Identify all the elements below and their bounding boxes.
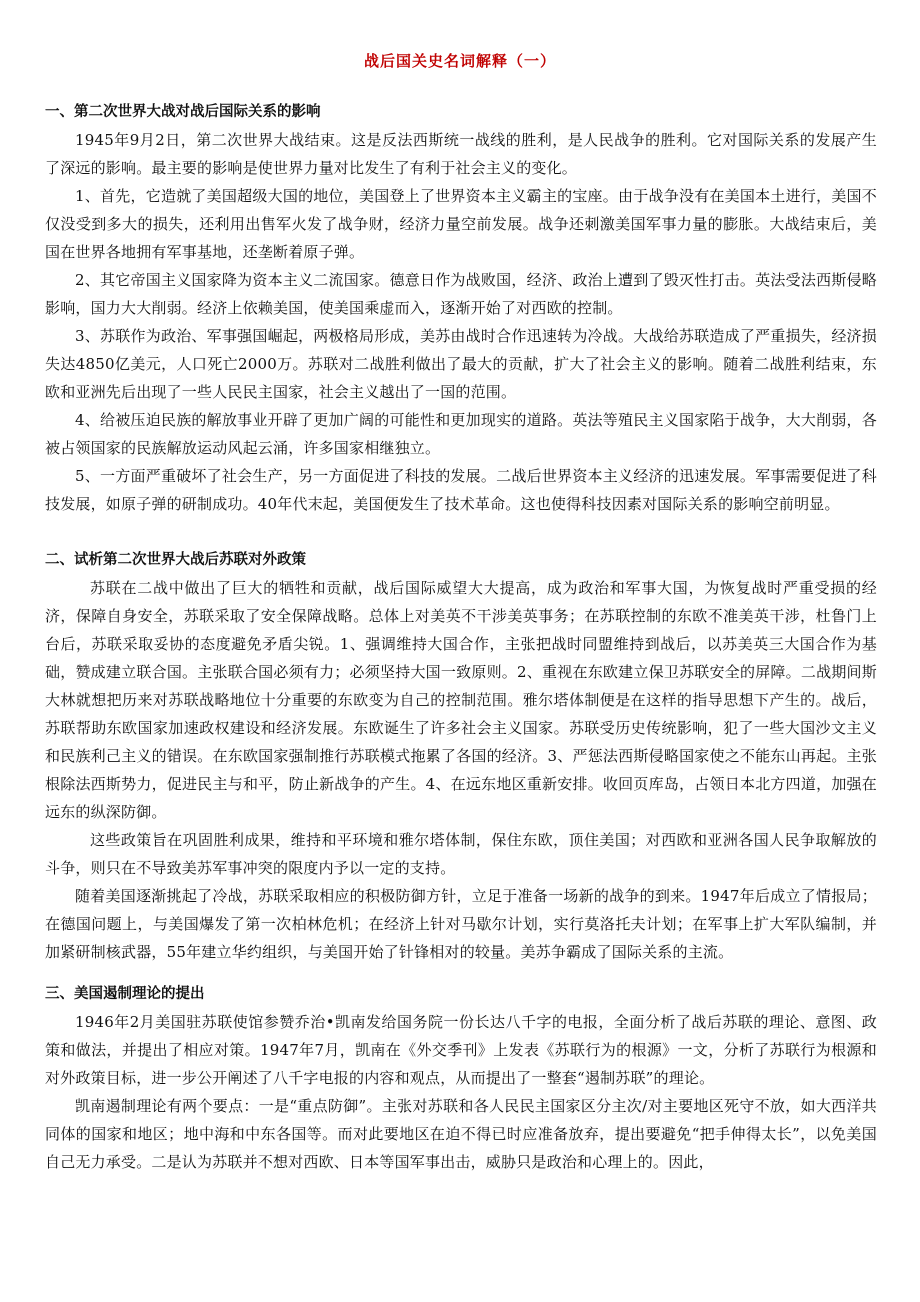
paragraph: 凯南遏制理论有两个要点：一是“重点防御”。主张对苏联和各人民民主国家区分主次/对主要地区死守不放，如大西洋共同体的国家和地区；地中海和中东各国等。而对此要地区在迫不得已时应准备放弃，提出要避免“把手伸得太长”，以免美国自己无力承受。二是认为苏联并不想对西欧、日本等国军事出击，威胁只是政治和心理上的。因此，	[45, 1097, 877, 1171]
section-3	[45, 980, 877, 1176]
document-body	[45, 98, 877, 1176]
section-heading: 一、第二次世界大战对战后国际关系的影响	[45, 104, 321, 120]
paragraph: 4、给被压迫民族的解放事业开辟了更加广阔的可能性和更加现实的道路。英法等殖民主义国家陷于战争，大大削弱，各被占领国家的民族解放运动风起云涌，许多国家相继独立。	[45, 411, 877, 457]
paragraph: 1946年2月美国驻苏联使馆参赞乔治•凯南发给国务院一份长达八千字的电报，全面分析了战后苏联的理论、意图、政策和做法，并提出了相应对策。1947年7月，凯南在《外交季刊》上发表《苏联行为的根源》一文，分析了苏联行为根源和对外政策目标，进一步公开阐述了八千字电报的内容和观点，从而提出了一整套“遏制苏联”的理论。	[45, 1013, 877, 1087]
section-heading: 二、试析第二次世界大战后苏联对外政策	[45, 552, 306, 568]
paragraph: 苏联在二战中做出了巨大的牺牲和贡献，战后国际威望大大提高，成为政治和军事大国，为恢复战时严重受损的经济，保障自身安全，苏联采取了安全保障战略。总体上对美英不干涉美英事务；在苏联控制的东欧不准美英干涉，杜鲁门上台后，苏联采取妥协的态度避免矛盾尖锐。1、强调维持大国合作，主张把战时同盟维持到战后，以苏美英三大国合作为基础，赞成建立联合国。主张联合国必须有力；必须坚持大国一致原则。2、重视在东欧建立保卫苏联安全的屏障。二战期间斯大林就想把历来对苏联战略地位十分重要的东欧变为自己的控制范围。雅尔塔体制便是在这样的指导思想下产生的。战后，苏联帮助东欧国家加速政权建设和经济发展。东欧诞生了许多社会主义国家。苏联受历史传统影响，犯了一些大国沙文主义和民族利己主义的错误。在东欧国家强制推行苏联模式拖累了各国的经济。3、严惩法西斯侵略国家使之不能东山再起。主张根除法西斯势力，促进民主与和平，防止新战争的产生。4、在远东地区重新安排。收回页库岛，占领日本北方四道，加强在远东的纵深防御。	[45, 579, 877, 821]
section-1	[45, 98, 877, 518]
document-title: 战后国关史名词解释（一）	[363, 52, 556, 70]
paragraph: 随着美国逐渐挑起了冷战，苏联采取相应的积极防御方针，立足于准备一场新的战争的到来。1947年后成立了情报局；在德国问题上，与美国爆发了第一次柏林危机；在经济上针对马歇尔计划，实行莫洛托夫计划；在军事上扩大军队编制，并加紧研制核武器，55年建立华约组织，与美国开始了针锋相对的较量。美苏争霸成了国际关系的主流。	[45, 887, 877, 961]
paragraph: 2、其它帝国主义国家降为资本主义二流国家。德意日作为战败国，经济、政治上遭到了毁灭性打击。英法受法西斯侵略影响，国力大大削弱。经济上依赖美国，使美国乘虚而入，逐渐开始了对西欧的控制。	[45, 271, 877, 317]
paragraph: 1、首先，它造就了美国超级大国的地位，美国登上了世界资本主义霸主的宝座。由于战争没有在美国本土进行，美国不仅没受到多大的损失，还利用出售军火发了战争财，经济力量空前发展。战争还刺激美国军事力量的膨胀。大战结束后，美国在世界各地拥有军事基地，还垄断着原子弹。	[45, 187, 877, 261]
paragraph: 1945年9月2日，第二次世界大战结束。这是反法西斯统一战线的胜利，是人民战争的胜利。它对国际关系的发展产生了深远的影响。最主要的影响是使世界力量对比发生了有利于社会主义的变化。	[45, 131, 877, 177]
paragraph: 3、苏联作为政治、军事强国崛起，两极格局形成，美苏由战时合作迅速转为冷战。大战给苏联造成了严重损失，经济损失达4850亿美元，人口死亡2000万。苏联对二战胜利做出了最大的贡献，扩大了社会主义的影响。随着二战胜利结束，东欧和亚洲先后出现了一些人民民主国家，社会主义越出了一国的范围。	[45, 327, 877, 401]
paragraph: 这些政策旨在巩固胜利成果，维持和平环境和雅尔塔体制，保住东欧，顶住美国；对西欧和亚洲各国人民争取解放的斗争，则只在不导致美苏军事冲突的限度内予以一定的支持。	[45, 831, 877, 877]
paragraph: 5、一方面严重破坏了社会生产，另一方面促进了科技的发展。二战后世界资本主义经济的迅速发展。军事需要促进了科技发展，如原子弹的研制成功。40年代末起，美国便发生了技术革命。这也使得科技因素对国际关系的影响空前明显。	[45, 467, 877, 513]
section-2	[45, 546, 877, 966]
section-heading: 三、美国遏制理论的提出	[45, 986, 205, 1002]
